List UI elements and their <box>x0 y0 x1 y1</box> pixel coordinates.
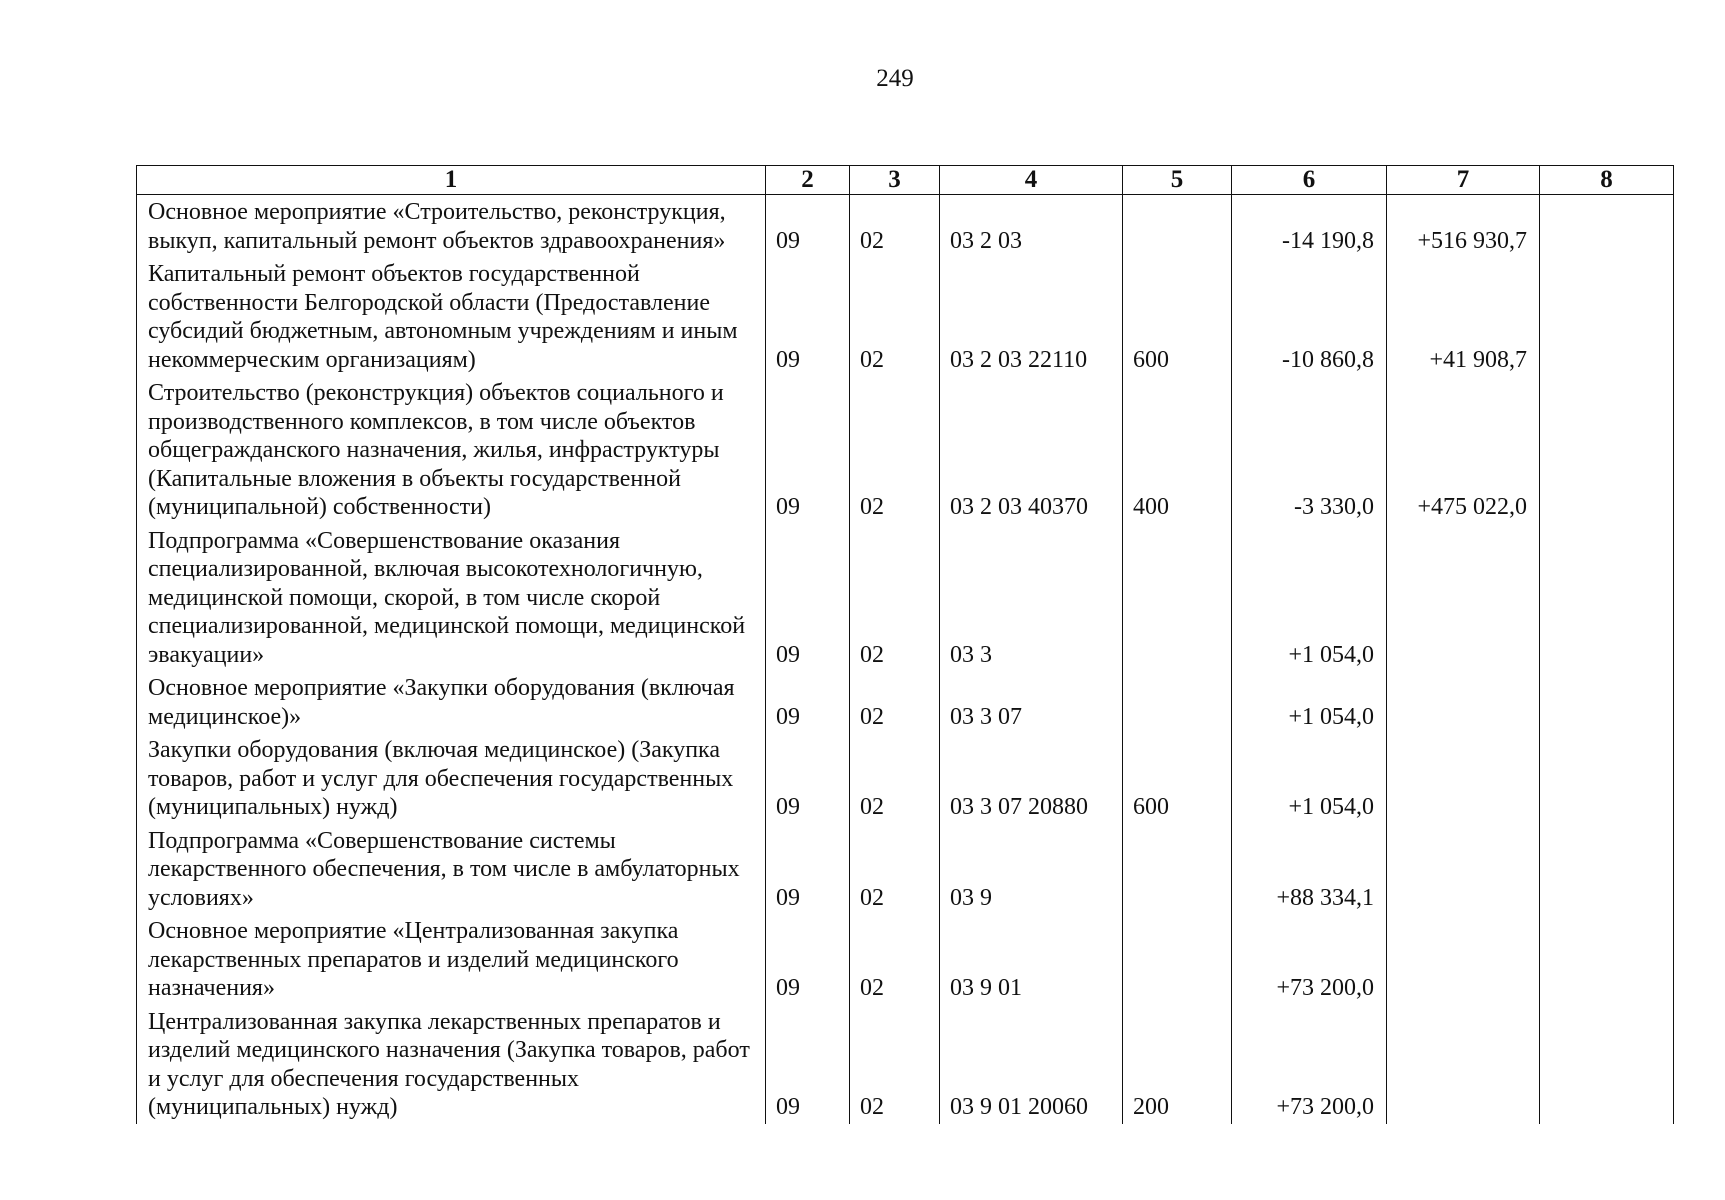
row-subsection-cell: 02 <box>850 257 940 376</box>
row-section-cell: 09 <box>766 376 850 524</box>
table-row <box>137 733 1674 824</box>
column-header: 7 <box>1387 166 1540 195</box>
row-name-cell: Централизованная закупка лекарственных препаратов и изделий медицинского назначения (Закупка товаров, работ и услуг для обеспечения государственных (муниципальных) нужд) <box>137 1005 766 1124</box>
row-name-cell: Подпрограмма «Совершенствование системы лекарственного обеспечения, в том числе в амбулаторных условиях» <box>137 824 766 915</box>
row-expense-type-cell <box>1123 671 1232 733</box>
column-header: 1 <box>137 166 766 195</box>
row-subsection-cell: 02 <box>850 195 940 258</box>
row-column6-cell: +1 054,0 <box>1232 671 1387 733</box>
row-target-article-cell: 03 3 07 <box>940 671 1123 733</box>
row-target-article-cell: 03 3 07 20880 <box>940 733 1123 824</box>
row-column6-cell: +73 200,0 <box>1232 914 1387 1005</box>
row-column8-cell <box>1540 914 1674 1005</box>
row-name-cell: Капитальный ремонт объектов государственной собственности Белгородской области (Предоставление субсидий бюджетным, автономным учреждениям и иным некоммерческим организациям) <box>137 257 766 376</box>
row-column7-cell <box>1387 524 1540 672</box>
row-column6-cell: +73 200,0 <box>1232 1005 1387 1124</box>
row-column6-cell: -10 860,8 <box>1232 257 1387 376</box>
row-target-article-cell: 03 3 <box>940 524 1123 672</box>
row-column8-cell <box>1540 1005 1674 1124</box>
table-header-row <box>137 166 1674 195</box>
row-name-cell: Основное мероприятие «Закупки оборудования (включая медицинское)» <box>137 671 766 733</box>
column-header: 4 <box>940 166 1123 195</box>
table-row <box>137 824 1674 915</box>
row-section-cell: 09 <box>766 1005 850 1124</box>
row-column8-cell <box>1540 376 1674 524</box>
row-subsection-cell: 02 <box>850 824 940 915</box>
page-number: 249 <box>876 65 914 92</box>
row-column7-cell <box>1387 733 1540 824</box>
row-column8-cell <box>1540 524 1674 672</box>
row-column8-cell <box>1540 733 1674 824</box>
budget-table <box>136 165 1674 1124</box>
row-name-cell: Основное мероприятие «Централизованная закупка лекарственных препаратов и изделий медицинского назначения» <box>137 914 766 1005</box>
row-column8-cell <box>1540 671 1674 733</box>
row-column8-cell <box>1540 257 1674 376</box>
column-header: 8 <box>1540 166 1674 195</box>
row-name-cell: Закупки оборудования (включая медицинское) (Закупка товаров, работ и услуг для обеспечения государственных (муниципальных) нужд) <box>137 733 766 824</box>
row-expense-type-cell <box>1123 524 1232 672</box>
table-row <box>137 914 1674 1005</box>
row-column7-cell: +516 930,7 <box>1387 195 1540 258</box>
row-section-cell: 09 <box>766 824 850 915</box>
row-section-cell: 09 <box>766 195 850 258</box>
row-column7-cell <box>1387 914 1540 1005</box>
column-header: 6 <box>1232 166 1387 195</box>
row-expense-type-cell: 600 <box>1123 733 1232 824</box>
row-column7-cell <box>1387 824 1540 915</box>
row-target-article-cell: 03 2 03 22110 <box>940 257 1123 376</box>
row-expense-type-cell: 600 <box>1123 257 1232 376</box>
row-column6-cell: +1 054,0 <box>1232 524 1387 672</box>
row-column7-cell: +475 022,0 <box>1387 376 1540 524</box>
row-column8-cell <box>1540 824 1674 915</box>
row-expense-type-cell <box>1123 914 1232 1005</box>
row-subsection-cell: 02 <box>850 671 940 733</box>
row-subsection-cell: 02 <box>850 376 940 524</box>
row-column7-cell <box>1387 1005 1540 1124</box>
row-section-cell: 09 <box>766 733 850 824</box>
table-row <box>137 195 1674 258</box>
row-section-cell: 09 <box>766 671 850 733</box>
column-header: 2 <box>766 166 850 195</box>
table-row <box>137 524 1674 672</box>
row-subsection-cell: 02 <box>850 733 940 824</box>
row-target-article-cell: 03 9 <box>940 824 1123 915</box>
table-row <box>137 376 1674 524</box>
row-target-article-cell: 03 2 03 <box>940 195 1123 258</box>
row-column7-cell <box>1387 671 1540 733</box>
row-column6-cell: -14 190,8 <box>1232 195 1387 258</box>
row-subsection-cell: 02 <box>850 524 940 672</box>
row-section-cell: 09 <box>766 257 850 376</box>
row-name-cell: Строительство (реконструкция) объектов социального и производственного комплексов, в том числе объектов общегражданского назначения, жилья, инфраструктуры (Капитальные вложения в объекты государственной (муниципальной) собственности) <box>137 376 766 524</box>
row-subsection-cell: 02 <box>850 1005 940 1124</box>
column-header: 3 <box>850 166 940 195</box>
row-column6-cell: +88 334,1 <box>1232 824 1387 915</box>
row-target-article-cell: 03 9 01 20060 <box>940 1005 1123 1124</box>
table-row <box>137 1005 1674 1124</box>
row-name-cell: Основное мероприятие «Строительство, реконструкция, выкуп, капитальный ремонт объектов здравоохранения» <box>137 195 766 258</box>
row-subsection-cell: 02 <box>850 914 940 1005</box>
row-target-article-cell: 03 9 01 <box>940 914 1123 1005</box>
row-column6-cell: +1 054,0 <box>1232 733 1387 824</box>
row-name-cell: Подпрограмма «Совершенствование оказания специализированной, включая высокотехнологичную, медицинской помощи, скорой, в том числе скорой специализированной, медицинской помощи, медицинской эвакуации» <box>137 524 766 672</box>
row-expense-type-cell <box>1123 824 1232 915</box>
row-column6-cell: -3 330,0 <box>1232 376 1387 524</box>
table-row <box>137 257 1674 376</box>
row-column7-cell: +41 908,7 <box>1387 257 1540 376</box>
row-expense-type-cell <box>1123 195 1232 258</box>
column-header: 5 <box>1123 166 1232 195</box>
row-target-article-cell: 03 2 03 40370 <box>940 376 1123 524</box>
row-expense-type-cell: 400 <box>1123 376 1232 524</box>
row-section-cell: 09 <box>766 524 850 672</box>
table-row <box>137 671 1674 733</box>
row-expense-type-cell: 200 <box>1123 1005 1232 1124</box>
row-column8-cell <box>1540 195 1674 258</box>
row-section-cell: 09 <box>766 914 850 1005</box>
